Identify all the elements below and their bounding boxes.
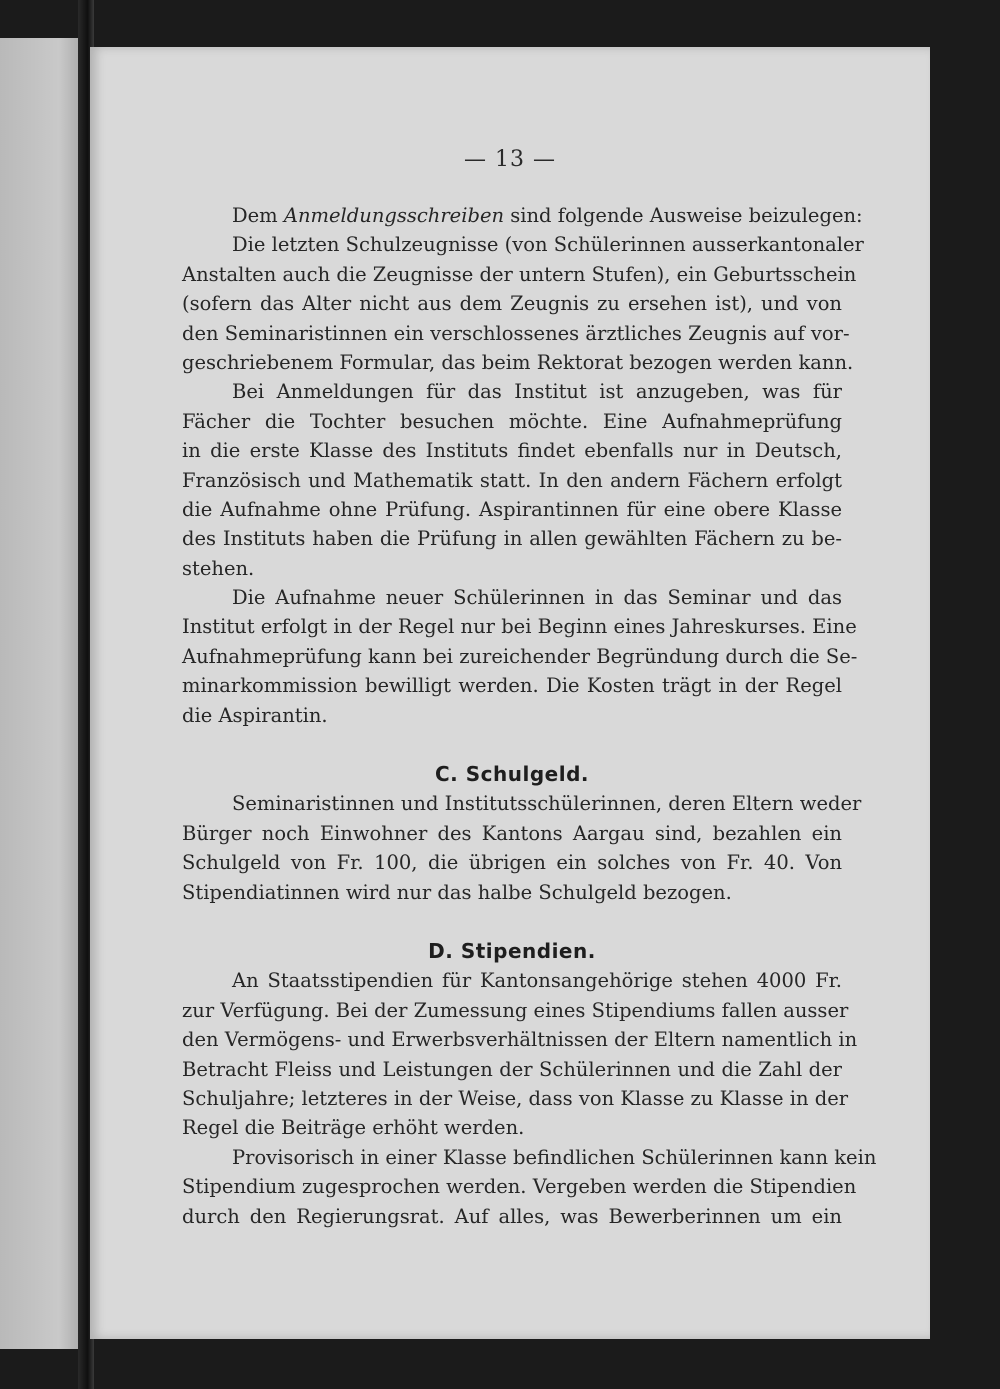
text-line: An Staatsstipendien für Kantonsangehörige stehen 4000 Fr. [232, 969, 842, 993]
text-line: Bürger noch Einwohner des Kantons Aargau sind, bezahlen ein [182, 821, 842, 845]
text-line: die Aspirantin. [182, 703, 328, 727]
text-line: Anstalten auch die Zeugnisse der untern Stufen), ein Geburtsschein [182, 262, 857, 286]
text-line: Institut erfolgt in der Regel nur bei Beginn eines Jahreskurses. Eine [182, 615, 857, 639]
text-line: Bei Anmeldungen für das Institut ist anzugeben, was für [232, 380, 842, 404]
text-line: Schuljahre; letzteres in der Weise, dass von Klasse zu Klasse in der [182, 1086, 849, 1110]
text-line: Betracht Fleiss und Leistungen der Schülerinnen und die Zahl der [182, 1057, 842, 1081]
section-gap [182, 907, 842, 937]
facing-page-edge [0, 38, 84, 1349]
text-line: (sofern das Alter nicht aus dem Zeugnis zu ersehen ist), und von [182, 292, 842, 316]
text-line: Stipendiatinnen wird nur das halbe Schulgeld bezogen. [182, 880, 732, 904]
text-line: Stipendium zugesprochen werden. Vergeben werden die Stipendien [182, 1175, 857, 1199]
text-line: Dem Anmeldungsschreiben sind folgende Ausweise beizulegen: [232, 204, 863, 227]
text-line: des Instituts haben die Prüfung in allen gewählten Fächern zu be- [182, 527, 842, 551]
text-line: Provisorisch in einer Klasse befindlichen Schülerinnen kann kein [232, 1145, 877, 1169]
page-number: — 13 — [464, 147, 556, 172]
section-heading-schulgeld: C. Schulgeld. [435, 762, 589, 787]
text-line: zur Verfügung. Bei der Zumessung eines Stipendiums fallen ausser [182, 998, 849, 1022]
text-line: den Vermögens- und Erwerbsverhältnissen der Eltern namentlich in [182, 1028, 858, 1052]
text-line: durch den Regierungsrat. Auf alles, was Bewerberinnen um ein [182, 1204, 842, 1228]
emphasis-term: Anmeldungsschreiben [283, 204, 505, 227]
text-line: Schulgeld von Fr. 100, die übrigen ein solches von Fr. 40. Von [182, 851, 842, 875]
page-body [182, 201, 877, 1231]
text-line: den Seminaristinnen ein verschlossenes ärztliches Zeugnis auf vor- [182, 321, 850, 345]
text-line: Aufnahmeprüfung kann bei zureichender Begründung durch die Se- [182, 644, 858, 668]
text-line: Regel die Beiträge erhöht werden. [182, 1116, 525, 1140]
text-line: in die erste Klasse des Instituts findet ebenfalls nur in Deutsch, [182, 439, 842, 463]
section-heading-stipendien: D. Stipendien. [428, 938, 596, 963]
text-line: die Aufnahme ohne Prüfung. Aspirantinnen für eine obere Klasse [182, 497, 842, 521]
text-line: Fächer die Tochter besuchen möchte. Eine Aufnahmeprüfung [182, 409, 842, 433]
text-line: Französisch und Mathematik statt. In den andern Fächern erfolgt [182, 468, 842, 492]
section-gap [182, 730, 842, 760]
text-line: Seminaristinnen und Institutsschülerinnen, deren Eltern weder [232, 792, 862, 816]
text-line: minarkommission bewilligt werden. Die Kosten trägt in der Regel [182, 674, 842, 698]
text-line: stehen. [182, 556, 255, 580]
text-line: Die letzten Schulzeugnisse (von Schülerinnen ausserkantonaler [232, 233, 864, 257]
text-line: geschriebenem Formular, das beim Rektorat bezogen werden kann. [182, 350, 854, 374]
book-page [90, 47, 930, 1339]
text-line: Die Aufnahme neuer Schülerinnen in das Seminar und das [232, 586, 842, 610]
